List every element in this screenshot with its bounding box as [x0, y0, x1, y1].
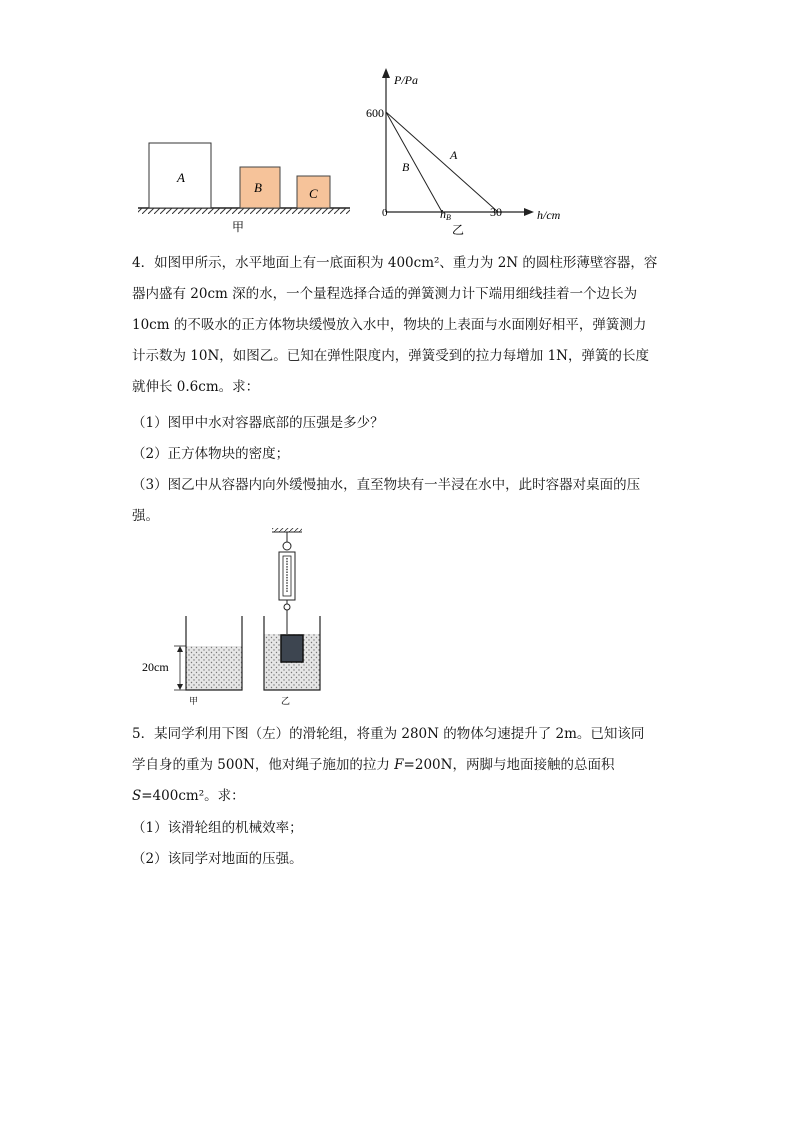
q5-line-1: 5．某同学利用下图（左）的滑轮组，将重为 280N 的物体匀速提升了 2m。已知该同 — [132, 726, 645, 742]
q5-var-s: S — [132, 788, 142, 804]
q5-line-2 — [132, 753, 614, 773]
q5-line-2-a: 学自身的重为 500N，他对绳子施加的拉力 — [132, 757, 395, 773]
depth-label: 20cm — [142, 660, 169, 674]
question-4-text — [132, 248, 662, 403]
q5-line-3 — [132, 784, 245, 804]
q4-sub-3-line-1: （3）图乙中从容器内向外缓慢抽水，直至物块有一半浸在水中，此时容器对桌面的压 — [132, 477, 641, 493]
y-tick-600: 600 — [366, 106, 384, 120]
q5-line-2-b: =200N，两脚与地面接触的总面积 — [403, 757, 615, 773]
figure-containers — [140, 526, 340, 710]
x-tick-30: 30 — [490, 205, 502, 219]
q4-sub-1: （1）图甲中水对容器底部的压强是多少？ — [132, 415, 384, 431]
line-a-label: A — [450, 148, 458, 162]
cube-block — [281, 635, 303, 662]
caption-yi-2: 乙 — [281, 696, 291, 706]
x-tick-hb: hB — [440, 207, 451, 222]
q4-line-5: 就伸长 0.6cm。求： — [132, 379, 260, 395]
ground-hatch — [138, 208, 350, 214]
block-b-label: B — [254, 180, 262, 195]
line-b-label: B — [402, 160, 410, 174]
q4-line-2: 器内盛有 20cm 深的水，一个量程选择合适的弹簧测力计下端用细线挂着一个边长为 — [132, 286, 638, 302]
q5-line-3-b: =400cm²。求： — [141, 788, 245, 804]
q4-line-3: 10cm 的不吸水的正方体物块缓慢放入水中，物块的上表面与水面刚好相平，弹簧测力 — [132, 317, 647, 333]
q4-line-4: 计示数为 10N，如图乙。已知在弹性限度内，弹簧受到的拉力每增加 1N，弹簧的长度 — [132, 348, 649, 364]
q5-sub-1: （1）该滑轮组的机械效率； — [132, 820, 303, 836]
container-jia — [174, 616, 242, 690]
y-axis-label: P/Pa — [394, 73, 418, 87]
pressure-graph — [366, 68, 561, 237]
caption-jia-1: 甲 — [232, 220, 245, 234]
origin-label: 0 — [382, 207, 388, 219]
q4-sub-3-line-2: 强。 — [132, 508, 159, 524]
block-c-label: C — [309, 186, 318, 201]
q5-sub-2: （2）该同学对地面的压强。 — [132, 851, 303, 867]
line-b — [386, 112, 442, 212]
q4-sub-2: （2）正方体物块的密度； — [132, 446, 290, 462]
caption-jia-2: 甲 — [189, 696, 199, 706]
caption-yi-1: 乙 — [452, 223, 465, 237]
x-axis-label: h/cm — [537, 208, 561, 222]
block-a-label: A — [177, 170, 185, 185]
q4-line-1: 4．如图甲所示，水平地面上有一底面积为 400cm²、重力为 2N 的圆柱形薄壁容器，容 — [132, 255, 658, 271]
q5-var-f: F — [394, 757, 404, 773]
spring-scale — [272, 528, 302, 634]
figure-blocks-and-graph — [130, 64, 580, 244]
